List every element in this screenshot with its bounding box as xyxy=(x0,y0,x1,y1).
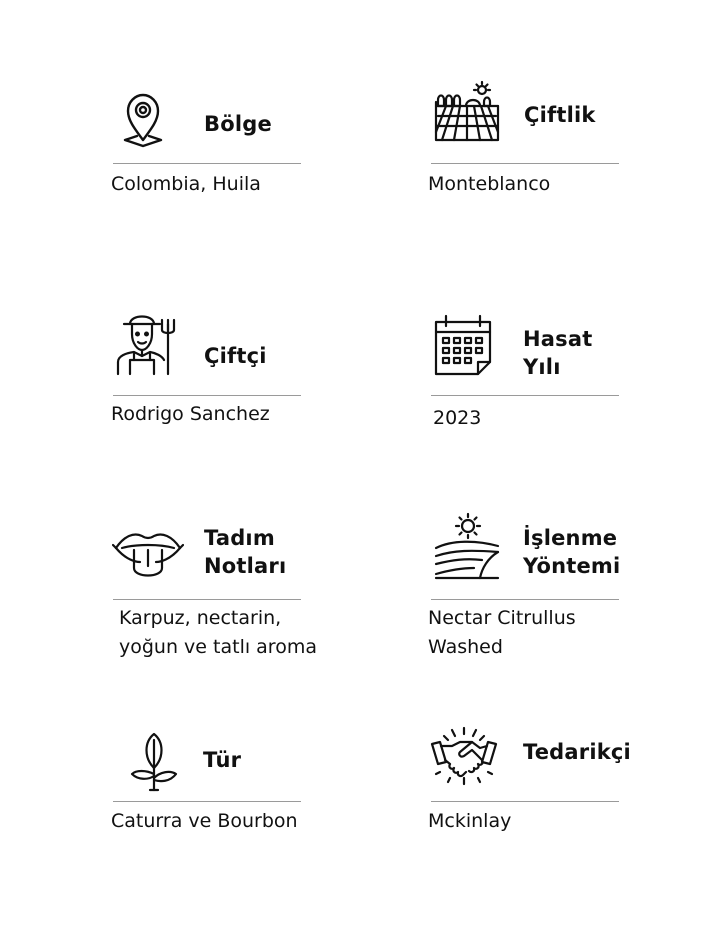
card-value: Nectar Citrullus Washed xyxy=(428,607,576,658)
divider xyxy=(113,395,301,396)
sun-hills-icon xyxy=(432,512,502,580)
card-value: Rodrigo Sanchez xyxy=(111,403,270,425)
divider xyxy=(431,395,619,396)
divider xyxy=(113,599,301,600)
card-title: Çiftlik xyxy=(524,103,596,127)
card-title: Hasat Yılı xyxy=(523,327,593,379)
card-title: Tür xyxy=(203,748,242,772)
card-title: Bölge xyxy=(204,112,272,136)
divider xyxy=(431,163,619,164)
card-title: İşlenme Yöntemi xyxy=(523,526,621,578)
farmer-icon xyxy=(112,306,182,376)
tongue-icon xyxy=(112,526,184,582)
card-value: Caturra ve Bourbon xyxy=(111,810,298,832)
divider xyxy=(113,163,301,164)
card-title: Tadım Notları xyxy=(204,526,287,578)
handshake-icon xyxy=(430,726,498,786)
card-value: Monteblanco xyxy=(428,173,551,195)
plant-sprout-icon xyxy=(128,732,180,794)
calendar-icon xyxy=(432,312,494,378)
card-title: Çiftçi xyxy=(204,344,267,368)
divider xyxy=(431,599,619,600)
card-title: Tedarikçi xyxy=(523,740,631,764)
card-value: Colombia, Huila xyxy=(111,173,261,195)
card-value: 2023 xyxy=(433,407,482,429)
location-pin-icon xyxy=(110,88,176,154)
divider xyxy=(431,801,619,802)
card-value: Mckinlay xyxy=(428,810,512,832)
divider xyxy=(113,801,301,802)
farm-field-icon xyxy=(432,80,502,146)
card-value: Karpuz, nectarin, yoğun ve tatlı aroma xyxy=(119,607,317,658)
